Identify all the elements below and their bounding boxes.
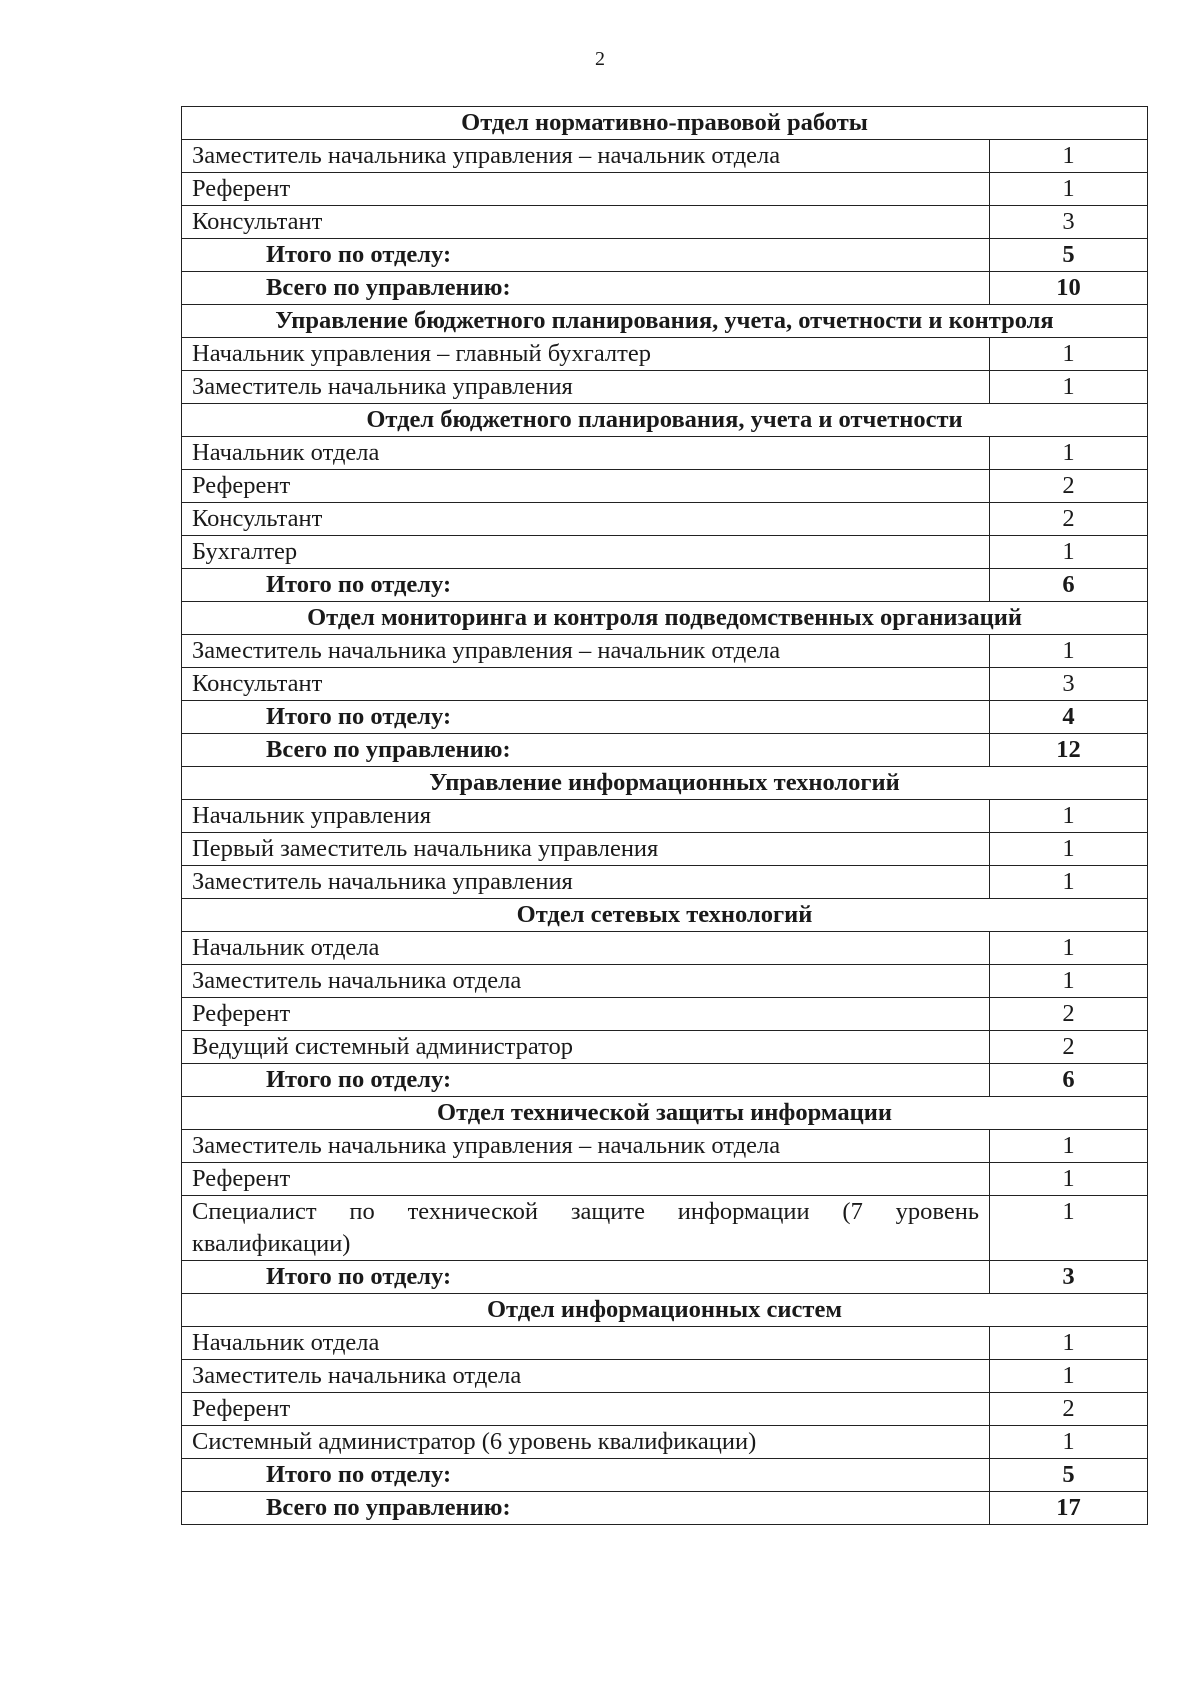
- position-count: 1: [990, 338, 1148, 371]
- position-row: [182, 140, 1148, 173]
- position-row: [182, 437, 1148, 470]
- total-count: 6: [990, 569, 1148, 602]
- position-name: Заместитель начальника управления – начальник отдела: [182, 140, 990, 173]
- position-count: 2: [990, 470, 1148, 503]
- section-title: Отдел технической защиты информации: [182, 1097, 1148, 1130]
- total-row: [182, 701, 1148, 734]
- staff-table: [181, 106, 1148, 1525]
- position-row: [182, 965, 1148, 998]
- position-count: 1: [990, 965, 1148, 998]
- position-row: [182, 833, 1148, 866]
- position-count: 2: [990, 1031, 1148, 1064]
- position-row: [182, 503, 1148, 536]
- position-count: 1: [990, 833, 1148, 866]
- position-count: 1: [990, 1196, 1148, 1261]
- position-count: 1: [990, 536, 1148, 569]
- total-label: Итого по отделу:: [182, 1064, 990, 1097]
- section-title: Управление бюджетного планирования, учета, отчетности и контроля: [182, 305, 1148, 338]
- position-count: 2: [990, 503, 1148, 536]
- position-count: 1: [990, 635, 1148, 668]
- position-row: [182, 1130, 1148, 1163]
- position-name: Референт: [182, 470, 990, 503]
- section-title: Отдел бюджетного планирования, учета и отчетности: [182, 404, 1148, 437]
- position-row: [182, 1196, 1148, 1261]
- position-row: [182, 206, 1148, 239]
- position-row: [182, 1360, 1148, 1393]
- position-name: Референт: [182, 173, 990, 206]
- total-count: 5: [990, 1459, 1148, 1492]
- position-count: 2: [990, 1393, 1148, 1426]
- position-row: [182, 1163, 1148, 1196]
- position-count: 1: [990, 800, 1148, 833]
- total-count: 4: [990, 701, 1148, 734]
- section-title: Отдел нормативно-правовой работы: [182, 107, 1148, 140]
- position-row: [182, 932, 1148, 965]
- position-row: [182, 998, 1148, 1031]
- total-row: [182, 734, 1148, 767]
- position-name: Консультант: [182, 503, 990, 536]
- total-label: Итого по отделу:: [182, 701, 990, 734]
- position-row: [182, 866, 1148, 899]
- section-header-row: [182, 107, 1148, 140]
- position-row: [182, 1031, 1148, 1064]
- position-name: Референт: [182, 1163, 990, 1196]
- position-count: 1: [990, 437, 1148, 470]
- position-count: 1: [990, 140, 1148, 173]
- position-name: Системный администратор (6 уровень квалификации): [182, 1426, 990, 1459]
- position-name: Начальник управления: [182, 800, 990, 833]
- total-label: Всего по управлению:: [182, 272, 990, 305]
- section-header-row: [182, 767, 1148, 800]
- section-title: Отдел информационных систем: [182, 1294, 1148, 1327]
- position-count: 1: [990, 371, 1148, 404]
- position-count: 1: [990, 932, 1148, 965]
- section-title: Управление информационных технологий: [182, 767, 1148, 800]
- staff-table-body: [182, 107, 1148, 1525]
- total-count: 12: [990, 734, 1148, 767]
- position-name: Заместитель начальника отдела: [182, 1360, 990, 1393]
- section-header-row: [182, 602, 1148, 635]
- position-row: [182, 800, 1148, 833]
- position-name: Начальник отдела: [182, 932, 990, 965]
- position-count: 1: [990, 1327, 1148, 1360]
- section-header-row: [182, 404, 1148, 437]
- position-name: Начальник отдела: [182, 1327, 990, 1360]
- position-name: Консультант: [182, 668, 990, 701]
- total-count: 5: [990, 239, 1148, 272]
- position-name: Начальник отдела: [182, 437, 990, 470]
- section-header-row: [182, 1097, 1148, 1130]
- position-count: 1: [990, 1426, 1148, 1459]
- position-name: Референт: [182, 1393, 990, 1426]
- position-name: Референт: [182, 998, 990, 1031]
- total-row: [182, 1064, 1148, 1097]
- total-label: Итого по отделу:: [182, 1459, 990, 1492]
- page-number: 2: [595, 48, 605, 70]
- position-count: 1: [990, 1360, 1148, 1393]
- total-row: [182, 1459, 1148, 1492]
- position-count: 1: [990, 1163, 1148, 1196]
- total-row: [182, 1261, 1148, 1294]
- position-count: 1: [990, 866, 1148, 899]
- section-title: Отдел мониторинга и контроля подведомственных организаций: [182, 602, 1148, 635]
- position-row: [182, 470, 1148, 503]
- position-name: Бухгалтер: [182, 536, 990, 569]
- position-count: 3: [990, 668, 1148, 701]
- position-row: [182, 1327, 1148, 1360]
- position-name: Заместитель начальника управления: [182, 371, 990, 404]
- total-count: 6: [990, 1064, 1148, 1097]
- position-row: [182, 1393, 1148, 1426]
- total-label: Всего по управлению:: [182, 734, 990, 767]
- position-name: Заместитель начальника управления: [182, 866, 990, 899]
- total-label: Итого по отделу:: [182, 239, 990, 272]
- section-header-row: [182, 305, 1148, 338]
- position-row: [182, 668, 1148, 701]
- total-count: 17: [990, 1492, 1148, 1525]
- total-row: [182, 272, 1148, 305]
- position-row: [182, 635, 1148, 668]
- position-count: 2: [990, 998, 1148, 1031]
- position-name: Консультант: [182, 206, 990, 239]
- position-row: [182, 1426, 1148, 1459]
- position-count: 3: [990, 206, 1148, 239]
- total-row: [182, 239, 1148, 272]
- total-label: Итого по отделу:: [182, 569, 990, 602]
- position-count: 1: [990, 173, 1148, 206]
- position-name: Ведущий системный администратор: [182, 1031, 990, 1064]
- position-row: [182, 371, 1148, 404]
- section-title: Отдел сетевых технологий: [182, 899, 1148, 932]
- position-name: Заместитель начальника управления – начальник отдела: [182, 635, 990, 668]
- total-row: [182, 1492, 1148, 1525]
- position-name: Начальник управления – главный бухгалтер: [182, 338, 990, 371]
- position-name: Заместитель начальника управления – начальник отдела: [182, 1130, 990, 1163]
- position-count: 1: [990, 1130, 1148, 1163]
- position-row: [182, 173, 1148, 206]
- section-header-row: [182, 1294, 1148, 1327]
- total-count: 10: [990, 272, 1148, 305]
- total-label: Всего по управлению:: [182, 1492, 990, 1525]
- position-row: [182, 536, 1148, 569]
- section-header-row: [182, 899, 1148, 932]
- position-row: [182, 338, 1148, 371]
- total-label: Итого по отделу:: [182, 1261, 990, 1294]
- position-name: Заместитель начальника отдела: [182, 965, 990, 998]
- position-name: Специалист по технической защите информации (7 уровень квалификации): [182, 1196, 990, 1261]
- position-name: Первый заместитель начальника управления: [182, 833, 990, 866]
- total-row: [182, 569, 1148, 602]
- total-count: 3: [990, 1261, 1148, 1294]
